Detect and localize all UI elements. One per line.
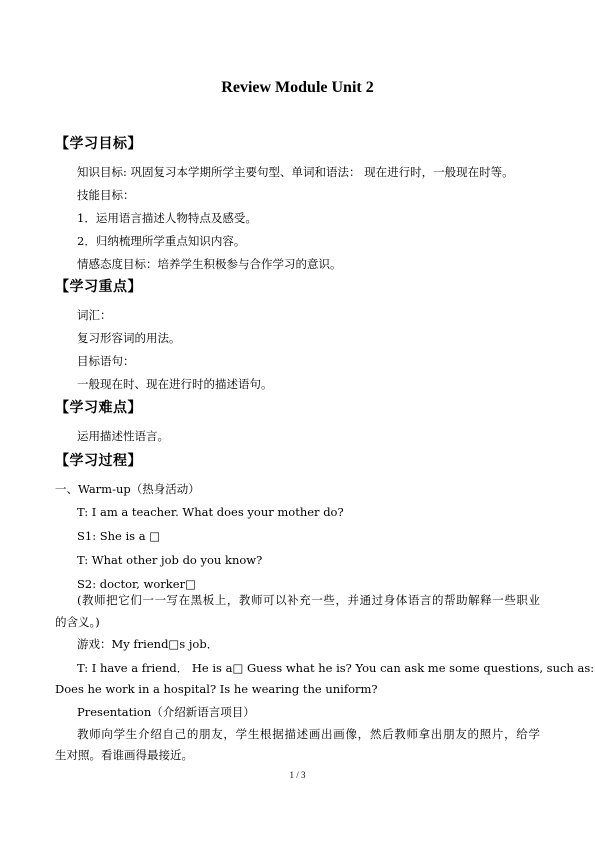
text-line: S2: doctor, worker□ [77, 577, 196, 591]
section-heading-key-points: 【学习重点】 [55, 279, 142, 295]
text-line: T: I have a friend． He is a□ Guess what he is? You can ask me some questions, such as: [77, 661, 595, 675]
text-line: 技能目标： [77, 188, 135, 202]
text-line: 1．运用语言描述人物特点及感受。 [77, 211, 257, 225]
text-line: Does he work in a hospital? Is he wearing the uniform? [55, 682, 378, 696]
text-line: 一、Warm-up（热身活动） [55, 482, 200, 496]
text-line: 教师向学生介绍自己的朋友，学生根据描述画出画像，然后教师拿出朋友的照片，给学 [77, 727, 540, 741]
page-number: 1 / 3 [289, 770, 306, 780]
text-line: 情感态度目标：培养学生积极参与合作学习的意识。 [77, 257, 342, 271]
text-line: 目标语句： [77, 354, 135, 368]
section-heading-difficulties: 【学习难点】 [55, 400, 142, 416]
text-line: T: What other job do you know? [77, 553, 263, 567]
text-line: (教师把它们一一写在黑板上，教师可以补充一些，并通过身体语言的帮助解释一些职业 [77, 593, 540, 607]
text-line: 知识目标: 巩固复习本学期所学主要句型、单词和语法： 现在进行时，一般现在时等。 [77, 165, 514, 179]
text-line: 词汇： [77, 308, 112, 322]
text-line: T: I am a teacher. What does your mother do? [77, 505, 344, 519]
text-line: 生对照。看谁画得最接近。 [55, 748, 193, 762]
text-line: 一般现在时、现在进行时的描述语句。 [77, 377, 273, 391]
text-line: 运用描述性语言。 [77, 429, 169, 443]
text-line: 的含义。) [55, 615, 100, 629]
document-title: Review Module Unit 2 [221, 79, 374, 96]
section-heading-process: 【学习过程】 [55, 453, 142, 469]
text-line: 游戏：My friend□s job． [77, 637, 219, 651]
section-heading-goals: 【学习目标】 [55, 136, 142, 152]
text-line: Presentation（介绍新语言项目） [77, 705, 255, 719]
text-line: S1: She is a □ [77, 529, 161, 543]
text-line: 复习形容词的用法。 [77, 331, 181, 345]
text-line: 2．归纳梳理所学重点知识内容。 [77, 234, 246, 248]
